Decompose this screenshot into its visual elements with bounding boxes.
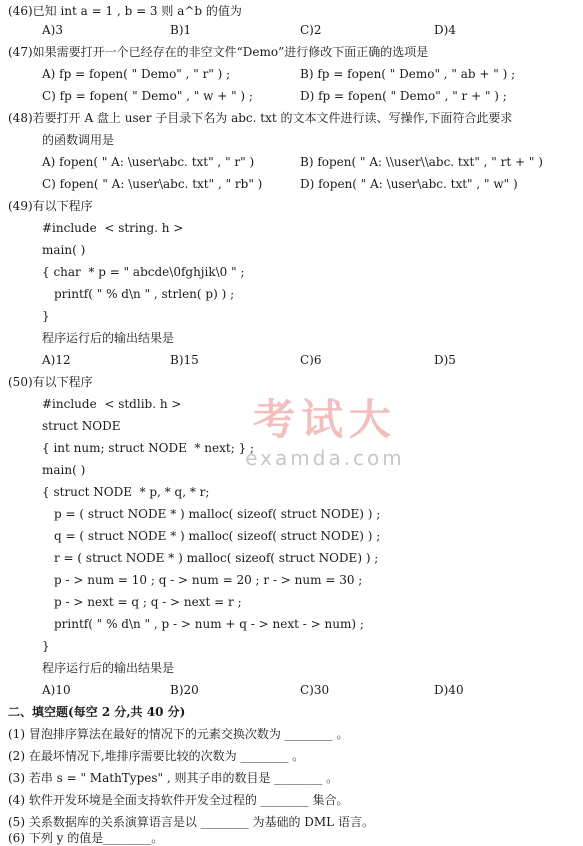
watermark-logo	[230, 396, 420, 476]
fill-blank-item: (1) 冒泡排序算法在最好的情况下的元素交换次数为 ________ 。	[8, 727, 349, 741]
q50-code-line: p - > next = q ; q - > next = r ;	[54, 595, 242, 609]
q50-code-line: { struct NODE * p, * q, * r;	[42, 485, 210, 499]
q46-option-d: D)4	[434, 23, 456, 37]
watermark-en-text: examda.com	[245, 446, 405, 470]
question-49-stem: (49)有以下程序	[8, 199, 93, 213]
fill-blank-item: (3) 若串 s = " MathTypes" , 则其子串的数目是 ________ 。	[8, 771, 339, 785]
q47-option-c: C) fp = fopen( " Demo" , " w + " ) ;	[42, 89, 253, 103]
fill-blank-item: (5) 关系数据库的关系演算语言是以 ________ 为基础的 DML 语言。	[8, 815, 374, 829]
q49-code-line: }	[42, 309, 50, 323]
q47-option-a: A) fp = fopen( " Demo" , " r" ) ;	[42, 67, 231, 81]
q50-option-d: D)40	[434, 683, 464, 697]
q50-code-line: main( )	[42, 463, 86, 477]
q50-code-line: }	[42, 639, 50, 653]
watermark-cn-text: 考试大	[252, 395, 397, 444]
fill-blank-item: (6) 下列 y 的值是________。	[8, 831, 164, 845]
q47-option-d: D) fp = fopen( " Demo" , " r + " ) ;	[300, 89, 507, 103]
question-48-stem: (48)若要打开 A 盘上 user 子目录下名为 abc. txt 的文本文件进行读、写操作,下面符合此要求	[8, 111, 513, 125]
q46-option-b: B)1	[170, 23, 192, 37]
q50-code-line: p = ( struct NODE * ) malloc( sizeof( struct NODE) ) ;	[54, 507, 381, 521]
q49-code-line: main( )	[42, 243, 86, 257]
fill-blank-item: (4) 软件开发环境是全面支持软件开发全过程的 ________ 集合。	[8, 793, 349, 807]
q50-code-line: p - > num = 10 ; q - > num = 20 ; r - > num = 30 ;	[54, 573, 363, 587]
q49-option-b: B)15	[170, 353, 199, 367]
q50-code-line: r = ( struct NODE * ) malloc( sizeof( struct NODE) ) ;	[54, 551, 379, 565]
q50-prompt: 程序运行后的输出结果是	[42, 661, 175, 675]
q48-option-d: D) fopen( " A: \user\abc. txt" , " w" )	[300, 177, 518, 191]
q50-option-b: B)20	[170, 683, 199, 697]
q48-option-b: B) fopen( " A: \\user\\abc. txt" , " rt + " )	[300, 155, 543, 169]
question-47-stem: (47)如果需要打开一个已经存在的非空文件“Demo”进行修改下面正确的选项是	[8, 45, 429, 59]
q50-option-a: A)10	[42, 683, 71, 697]
q49-option-c: C)6	[300, 353, 322, 367]
q48-option-c: C) fopen( " A: \user\abc. txt" , " rb" )	[42, 177, 263, 191]
question-50-stem: (50)有以下程序	[8, 375, 93, 389]
q49-prompt: 程序运行后的输出结果是	[42, 331, 175, 345]
q49-option-a: A)12	[42, 353, 71, 367]
fill-blank-item: (2) 在最坏情况下,堆排序需要比较的次数为 ________ 。	[8, 749, 305, 763]
q49-code-line: printf( " % d\n " , strlen( p) ) ;	[54, 287, 235, 301]
q49-code-line: #include < string. h >	[42, 221, 184, 235]
q49-option-d: D)5	[434, 353, 456, 367]
q50-code-line: q = ( struct NODE * ) malloc( sizeof( struct NODE) ) ;	[54, 529, 381, 543]
q50-code-line: { int num; struct NODE * next; } ;	[42, 441, 255, 455]
q46-option-c: C)2	[300, 23, 322, 37]
q50-option-c: C)30	[300, 683, 330, 697]
question-48-stem-cont: 的函数调用是	[42, 133, 115, 147]
question-46-stem: (46)已知 int a = 1 , b = 3 则 a^b 的值为	[8, 4, 242, 18]
q47-option-b: B) fp = fopen( " Demo" , " ab + " ) ;	[300, 67, 516, 81]
q50-code-line: struct NODE	[42, 419, 121, 433]
q48-option-a: A) fopen( " A: \user\abc. txt" , " r" )	[42, 155, 255, 169]
q50-code-line: #include < stdlib. h >	[42, 397, 182, 411]
q46-option-a: A)3	[42, 23, 63, 37]
q50-code-line: printf( " % d\n " , p - > num + q - > next - > num) ;	[54, 617, 364, 631]
section-title: 二、填空题(每空 2 分,共 40 分)	[8, 705, 186, 719]
q49-code-line: { char * p = " abcde\0fghjik\0 " ;	[42, 265, 245, 279]
